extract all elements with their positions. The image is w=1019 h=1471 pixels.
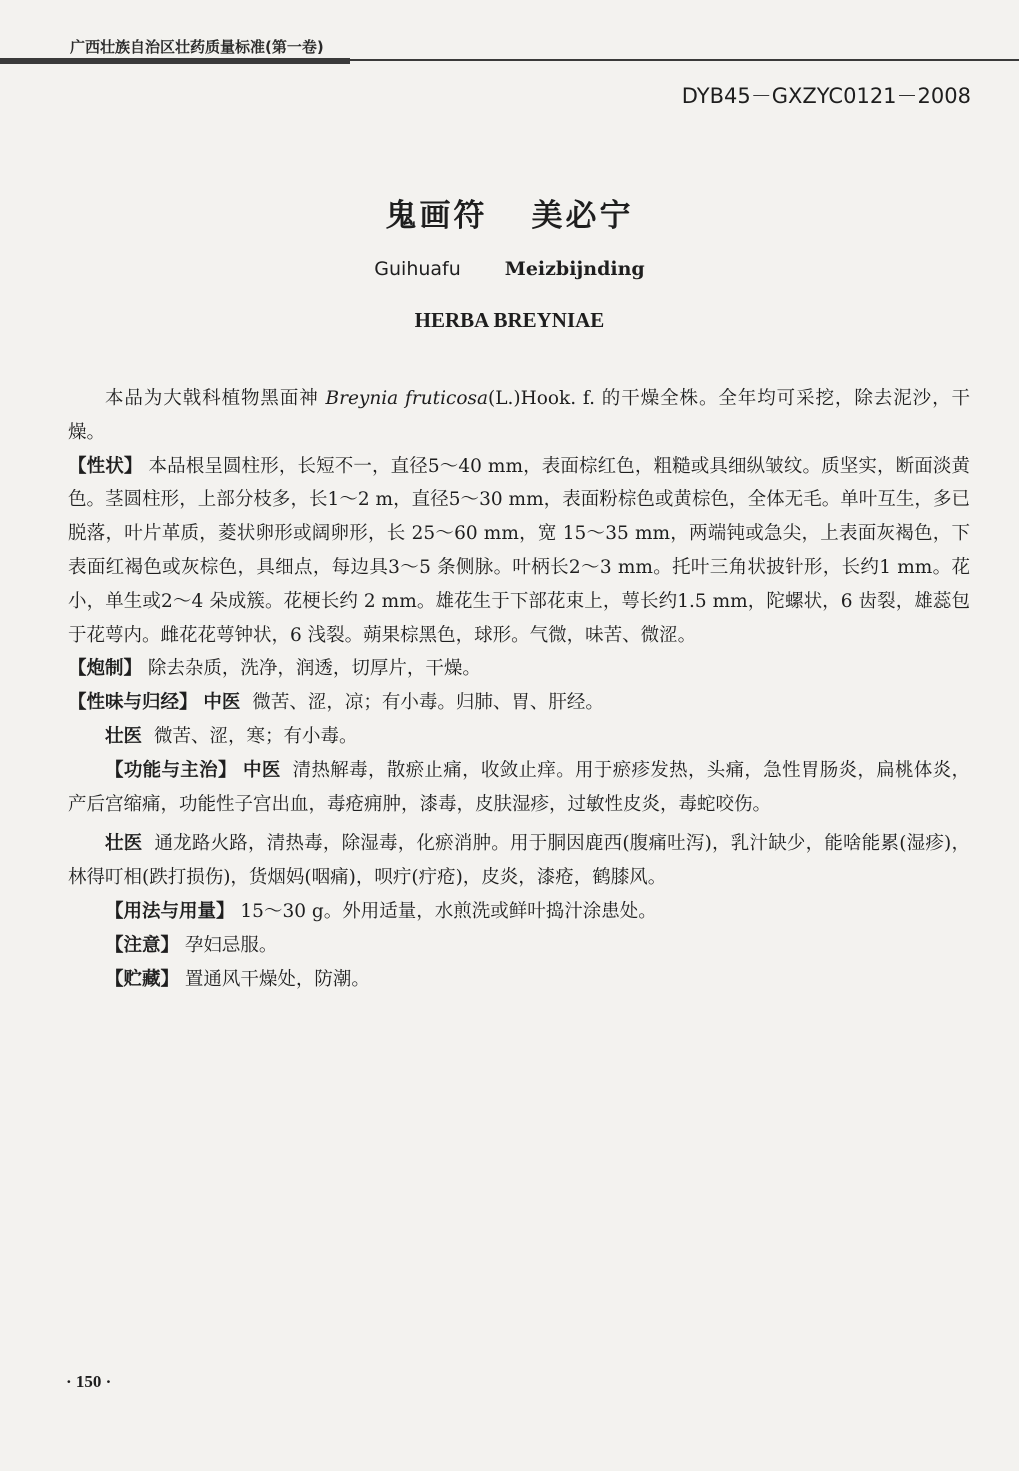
page-number: · 150 · (66, 1372, 112, 1391)
section-yongfa (68, 895, 970, 929)
section-gongneng (68, 754, 970, 822)
section-xingzhuang (68, 450, 970, 653)
section-text: 微苦、涩，凉；有小毒。归肺、胃、肝经。 (252, 692, 604, 714)
section-heading: 【炮制】 (68, 658, 143, 680)
header-rule-thick (0, 58, 350, 64)
monograph-body (68, 382, 970, 996)
section-text: 通龙路火路，清热毒，除湿毒，化瘀消肿。用于胴因鹿西(腹痛吐泻)，乳汁缺少，能啥能累(湿疹)，林得叮相(跌打损伤)，货烟妈(咽痛)，呗疔(疔疮)，皮炎，漆疮，鹤膝风。 (68, 833, 970, 889)
section-xingwei (68, 686, 970, 720)
section-text: 置通风干燥处，防潮。 (184, 968, 370, 990)
romanized-names (0, 258, 1019, 280)
zhuang-name: 美必宁 (531, 198, 634, 234)
section-text: 孕妇忌服。 (184, 934, 278, 956)
section-heading: 【功能与主治】 (105, 759, 237, 781)
section-heading: 【用法与用量】 (105, 900, 235, 922)
intro-text-a: 本品为大戟科植物黑面神 (105, 388, 326, 409)
section-gongneng-zhuangyi (68, 827, 970, 895)
zhuangyi-label: 壮医 (105, 833, 143, 855)
zhongyi-label: 中医 (243, 759, 281, 781)
section-text: 微苦、涩，寒；有小毒。 (154, 725, 358, 747)
chinese-name: 鬼画符 (385, 198, 488, 234)
pinyin-name: Guihuafu (374, 258, 461, 280)
section-zhuyi (68, 929, 970, 963)
section-paozhi (68, 652, 970, 686)
zhuangyi-label: 壮医 (105, 725, 143, 747)
standard-code: DYB45－GXZYC0121－2008 (681, 84, 971, 108)
zhongyi-label: 中医 (203, 692, 241, 714)
section-text: 除去杂质，洗净，润透，切厚片，干燥。 (147, 658, 481, 680)
header-rule-thin (350, 59, 1019, 61)
section-zhucang (68, 963, 970, 997)
section-heading: 【性味与归经】 (68, 692, 198, 714)
intro-paragraph (68, 382, 970, 450)
latin-species: Breynia fruticosa (325, 388, 489, 409)
section-heading: 【贮藏】 (105, 968, 180, 990)
section-xingwei-zhuangyi (68, 720, 970, 754)
section-text: 清热解毒，散瘀止痛，收敛止痒。用于瘀疹发热，头痛，急性胃肠炎，扁桃体炎，产后宫缩痛，功能性子宫出血，毒疮痈肿，漆毒，皮肤湿疹，过敏性皮炎，毒蛇咬伤。 (68, 759, 970, 815)
monograph-title (0, 190, 1019, 235)
section-heading: 【性状】 (68, 455, 143, 477)
section-text: 本品根呈圆柱形，长短不一，直径5～40 mm，表面棕红色，粗糙或具细纵皱纹。质坚实，断面淡黄色。茎圆柱形，上部分枝多，长1～2 m，直径5～30 mm，表面粉棕色或黄棕色，全体无毛。单叶互生，多已脱落，叶片革质，菱状卵形或阔卵形，长 25～60 mm，宽 15～35 mm，两端钝或急尖，上表面灰褐色，下表面红褐色或灰棕色，具细点，每边具3～5 条侧脉。叶柄长2～3 mm。托叶三角状披针形，长约1 mm。花小，单生或2～4 朵成簇。花梗长约 2 mm。雄花生于下部花束上，萼长约1.5 mm，陀螺状，6 齿裂，雄蕊包于花萼内。雌花花萼钟状，6 浅裂。蒴果棕黑色，球形。气微，味苦、微涩。 (68, 455, 970, 646)
section-heading: 【注意】 (105, 934, 180, 956)
book-title-header: 广西壮族自治区壮药质量标准(第一卷) (70, 38, 324, 56)
intro-text-b: (L.)Hook. f. 的干燥全株。全年均可采挖，除去泥沙，干燥。 (68, 388, 970, 443)
zhuang-romanized-name: Meizbijnding (504, 258, 645, 280)
latin-drug-name: HERBA BREYNIAE (414, 308, 605, 332)
section-text: 15～30 g。外用适量，水煎洗或鲜叶捣汁涂患处。 (240, 900, 657, 922)
